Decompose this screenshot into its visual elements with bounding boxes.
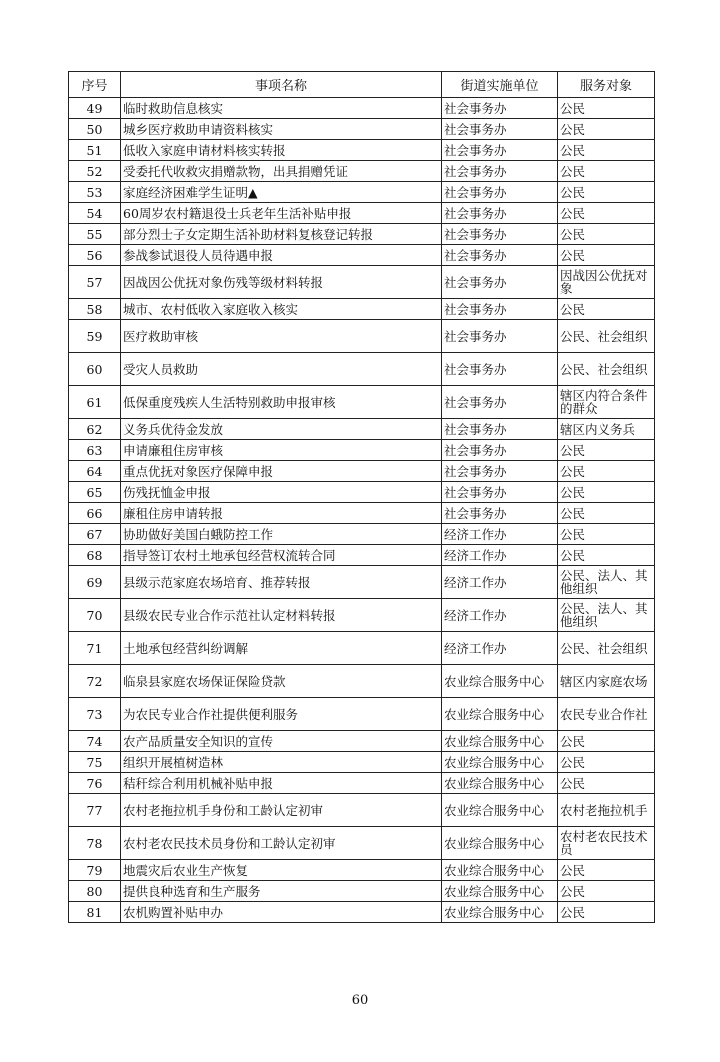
row-implementing-unit: 社会事务办 (442, 245, 558, 266)
row-item-name: 申请廉租住房审核 (121, 440, 442, 461)
row-implementing-unit: 社会事务办 (442, 98, 558, 119)
row-service-target: 农民专业合作社 (558, 698, 655, 731)
row-item-name: 义务兵优待金发放 (121, 419, 442, 440)
table-row (69, 731, 655, 752)
table-row (69, 203, 655, 224)
row-item-name: 受委托代收救灾捐赠款物，出具捐赠凭证 (121, 161, 442, 182)
row-implementing-unit: 社会事务办 (442, 119, 558, 140)
row-item-name: 县级示范家庭农场培育、推荐转报 (121, 566, 442, 599)
table-row (69, 632, 655, 665)
row-serial-number: 77 (69, 794, 121, 827)
row-serial-number: 52 (69, 161, 121, 182)
row-item-name: 提供良种选育和生产服务 (121, 881, 442, 902)
row-item-name: 农村老农民技术员身份和工龄认定初审 (121, 827, 442, 860)
table-row (69, 545, 655, 566)
row-item-name: 部分烈士子女定期生活补助材料复核登记转报 (121, 224, 442, 245)
row-item-name: 廉租住房申请转报 (121, 503, 442, 524)
row-implementing-unit: 社会事务办 (442, 419, 558, 440)
row-serial-number: 51 (69, 140, 121, 161)
table-row (69, 902, 655, 923)
row-service-target: 公民 (558, 224, 655, 245)
row-service-target: 公民、法人、其他组织 (558, 599, 655, 632)
table-header (69, 72, 655, 98)
row-serial-number: 74 (69, 731, 121, 752)
row-service-target: 辖区内家庭农场 (558, 665, 655, 698)
row-serial-number: 54 (69, 203, 121, 224)
row-service-target: 公民 (558, 140, 655, 161)
row-service-target: 公民 (558, 440, 655, 461)
header-serial-number: 序号 (69, 72, 121, 98)
row-service-target: 公民 (558, 161, 655, 182)
row-service-target: 公民 (558, 98, 655, 119)
row-implementing-unit: 农业综合服务中心 (442, 860, 558, 881)
row-serial-number: 53 (69, 182, 121, 203)
table-row (69, 524, 655, 545)
header-implementing-unit: 街道实施单位 (442, 72, 558, 98)
row-implementing-unit: 经济工作办 (442, 599, 558, 632)
row-implementing-unit: 社会事务办 (442, 299, 558, 320)
row-serial-number: 81 (69, 902, 121, 923)
row-implementing-unit: 社会事务办 (442, 266, 558, 299)
table-row (69, 698, 655, 731)
row-service-target: 公民 (558, 731, 655, 752)
row-implementing-unit: 农业综合服务中心 (442, 794, 558, 827)
table-row (69, 161, 655, 182)
row-item-name: 秸秆综合利用机械补贴申报 (121, 773, 442, 794)
row-item-name: 农村老拖拉机手身份和工龄认定初审 (121, 794, 442, 827)
table-row (69, 182, 655, 203)
row-item-name: 城市、农村低收入家庭收入核实 (121, 299, 442, 320)
table-row (69, 503, 655, 524)
row-serial-number: 78 (69, 827, 121, 860)
row-service-target: 公民 (558, 119, 655, 140)
table-header-row (69, 72, 655, 98)
row-implementing-unit: 社会事务办 (442, 386, 558, 419)
table-row (69, 881, 655, 902)
table-row (69, 773, 655, 794)
row-item-name: 低收入家庭申请材料核实转报 (121, 140, 442, 161)
row-implementing-unit: 社会事务办 (442, 461, 558, 482)
row-item-name: 家庭经济困难学生证明▲ (121, 182, 442, 203)
row-service-target: 公民 (558, 545, 655, 566)
row-implementing-unit: 农业综合服务中心 (442, 881, 558, 902)
table-row (69, 386, 655, 419)
row-item-name: 临时救助信息核实 (121, 98, 442, 119)
row-service-target: 公民 (558, 524, 655, 545)
header-service-target: 服务对象 (558, 72, 655, 98)
row-implementing-unit: 农业综合服务中心 (442, 902, 558, 923)
row-item-name: 临泉县家庭农场保证保险贷款 (121, 665, 442, 698)
row-implementing-unit: 经济工作办 (442, 545, 558, 566)
row-service-target: 公民、社会组织 (558, 632, 655, 665)
row-serial-number: 59 (69, 320, 121, 353)
table-row (69, 266, 655, 299)
table-row (69, 119, 655, 140)
row-item-name: 为农民专业合作社提供便利服务 (121, 698, 442, 731)
row-serial-number: 57 (69, 266, 121, 299)
row-serial-number: 70 (69, 599, 121, 632)
row-implementing-unit: 社会事务办 (442, 440, 558, 461)
row-item-name: 重点优抚对象医疗保障申报 (121, 461, 442, 482)
row-service-target: 公民 (558, 245, 655, 266)
table-row (69, 752, 655, 773)
row-serial-number: 56 (69, 245, 121, 266)
row-serial-number: 67 (69, 524, 121, 545)
row-service-target: 辖区内符合条件的群众 (558, 386, 655, 419)
page-number: 60 (351, 993, 369, 1008)
row-serial-number: 60 (69, 353, 121, 386)
table-row (69, 827, 655, 860)
row-service-target: 公民 (558, 503, 655, 524)
row-item-name: 城乡医疗救助申请资料核实 (121, 119, 442, 140)
row-service-target: 公民 (558, 773, 655, 794)
row-service-target: 农村老农民技术员 (558, 827, 655, 860)
row-implementing-unit: 经济工作办 (442, 524, 558, 545)
row-implementing-unit: 社会事务办 (442, 224, 558, 245)
row-implementing-unit: 社会事务办 (442, 182, 558, 203)
row-service-target: 公民、法人、其他组织 (558, 566, 655, 599)
row-item-name: 因战因公优抚对象伤残等级材料转报 (121, 266, 442, 299)
table-row (69, 794, 655, 827)
table-row (69, 353, 655, 386)
table-row (69, 140, 655, 161)
service-items-table (68, 71, 655, 923)
row-service-target: 农村老拖拉机手 (558, 794, 655, 827)
table-row (69, 860, 655, 881)
table-row (69, 320, 655, 353)
row-implementing-unit: 农业综合服务中心 (442, 752, 558, 773)
row-item-name: 参战参试退役人员待遇申报 (121, 245, 442, 266)
row-implementing-unit: 农业综合服务中心 (442, 773, 558, 794)
header-item-name: 事项名称 (121, 72, 442, 98)
table-row (69, 665, 655, 698)
row-item-name: 地震灾后农业生产恢复 (121, 860, 442, 881)
row-serial-number: 71 (69, 632, 121, 665)
row-service-target: 公民、社会组织 (558, 353, 655, 386)
row-item-name: 伤残抚恤金申报 (121, 482, 442, 503)
row-implementing-unit: 社会事务办 (442, 140, 558, 161)
row-serial-number: 55 (69, 224, 121, 245)
table-row (69, 419, 655, 440)
row-implementing-unit: 农业综合服务中心 (442, 827, 558, 860)
row-implementing-unit: 农业综合服务中心 (442, 731, 558, 752)
row-service-target: 公民 (558, 203, 655, 224)
row-serial-number: 64 (69, 461, 121, 482)
row-implementing-unit: 经济工作办 (442, 566, 558, 599)
row-item-name: 农机购置补贴申办 (121, 902, 442, 923)
row-item-name: 协助做好美国白蛾防控工作 (121, 524, 442, 545)
row-service-target: 因战因公优抚对象 (558, 266, 655, 299)
row-serial-number: 73 (69, 698, 121, 731)
row-implementing-unit: 经济工作办 (442, 632, 558, 665)
row-serial-number: 69 (69, 566, 121, 599)
row-implementing-unit: 社会事务办 (442, 161, 558, 182)
row-serial-number: 72 (69, 665, 121, 698)
row-serial-number: 50 (69, 119, 121, 140)
table-row (69, 299, 655, 320)
row-item-name: 组织开展植树造林 (121, 752, 442, 773)
row-service-target: 公民 (558, 299, 655, 320)
row-item-name: 指导签订农村土地承包经营权流转合同 (121, 545, 442, 566)
row-item-name: 土地承包经营纠纷调解 (121, 632, 442, 665)
row-item-name: 受灾人员救助 (121, 353, 442, 386)
row-implementing-unit: 社会事务办 (442, 320, 558, 353)
row-item-name: 低保重度残疾人生活特别救助申报审核 (121, 386, 442, 419)
row-service-target: 公民、社会组织 (558, 320, 655, 353)
row-item-name: 县级农民专业合作示范社认定材料转报 (121, 599, 442, 632)
row-serial-number: 62 (69, 419, 121, 440)
row-item-name: 农产品质量安全知识的宣传 (121, 731, 442, 752)
row-implementing-unit: 社会事务办 (442, 353, 558, 386)
table-row (69, 245, 655, 266)
table-row (69, 98, 655, 119)
row-serial-number: 80 (69, 881, 121, 902)
row-service-target: 公民 (558, 482, 655, 503)
row-service-target: 公民 (558, 860, 655, 881)
row-serial-number: 63 (69, 440, 121, 461)
row-implementing-unit: 社会事务办 (442, 482, 558, 503)
row-service-target: 公民 (558, 752, 655, 773)
row-service-target: 辖区内义务兵 (558, 419, 655, 440)
row-item-name: 医疗救助审核 (121, 320, 442, 353)
table-row (69, 440, 655, 461)
table-row (69, 566, 655, 599)
row-serial-number: 61 (69, 386, 121, 419)
row-service-target: 公民 (558, 461, 655, 482)
row-serial-number: 49 (69, 98, 121, 119)
row-service-target: 公民 (558, 881, 655, 902)
row-serial-number: 76 (69, 773, 121, 794)
row-item-name: 60周岁农村籍退役士兵老年生活补贴申报 (121, 203, 442, 224)
table-row (69, 599, 655, 632)
row-serial-number: 66 (69, 503, 121, 524)
row-service-target: 公民 (558, 182, 655, 203)
table-row (69, 224, 655, 245)
row-serial-number: 65 (69, 482, 121, 503)
row-service-target: 公民 (558, 902, 655, 923)
table-body (69, 98, 655, 923)
row-serial-number: 58 (69, 299, 121, 320)
table-row (69, 482, 655, 503)
row-implementing-unit: 社会事务办 (442, 503, 558, 524)
table-row (69, 461, 655, 482)
row-implementing-unit: 社会事务办 (442, 203, 558, 224)
row-serial-number: 79 (69, 860, 121, 881)
row-serial-number: 68 (69, 545, 121, 566)
row-implementing-unit: 农业综合服务中心 (442, 665, 558, 698)
row-serial-number: 75 (69, 752, 121, 773)
row-implementing-unit: 农业综合服务中心 (442, 698, 558, 731)
